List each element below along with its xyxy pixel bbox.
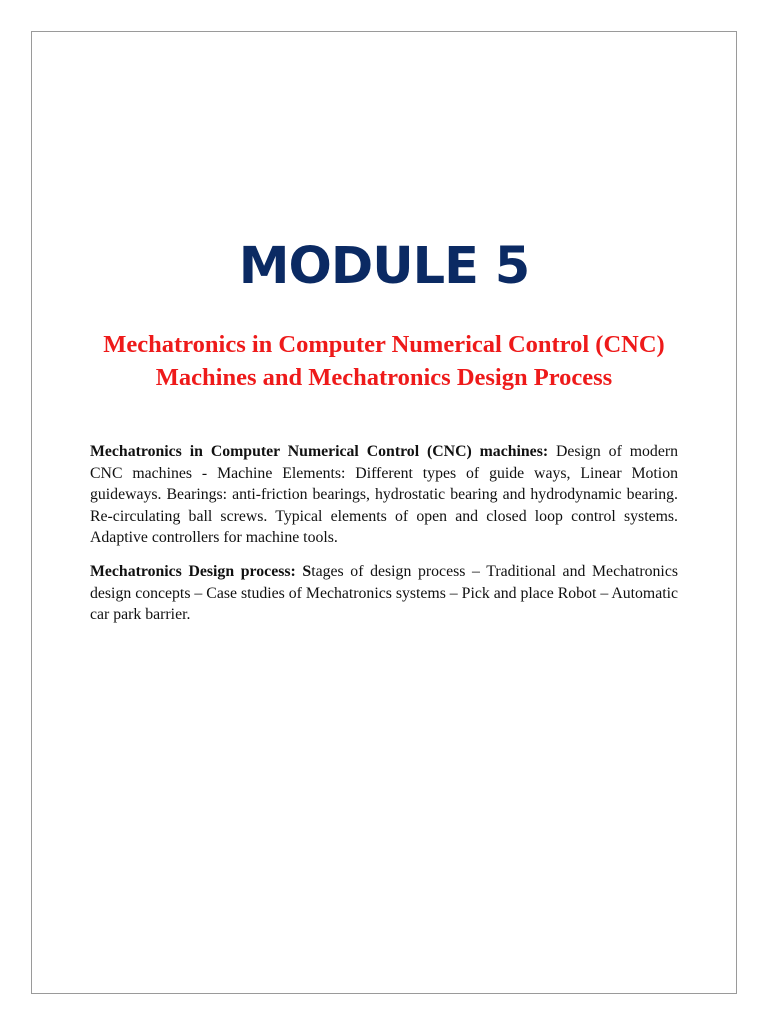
- section-design-body-lead: S: [295, 563, 312, 580]
- module-title: MODULE 5: [238, 237, 530, 296]
- section-design-heading: Mechatronics Design process:: [90, 563, 296, 580]
- section-design-process: [90, 561, 678, 626]
- section-cnc-body: Design of modern CNC machines - Machine Elements: Different types of guide ways, Linear Motion guideways. Bearings: anti-friction bearings, hydrostatic bearing and hydrodynamic bearing. Re-circulating ball screws. Typical elements of open and closed loop control systems. Adaptive controllers for machine tools.: [90, 443, 678, 546]
- module-subtitle: Mechatronics in Computer Numerical Control (CNC) Machines and Mechatronics Design Process: [103, 331, 665, 391]
- section-design-body: tages of design process – Traditional and Mechatronics design concepts – Case studies of Mechatronics systems – Pick and place Robot – Automatic car park barrier.: [90, 563, 678, 623]
- section-cnc-heading: Mechatronics in Computer Numerical Control (CNC) machines:: [90, 443, 549, 460]
- section-cnc-machines: [90, 441, 678, 549]
